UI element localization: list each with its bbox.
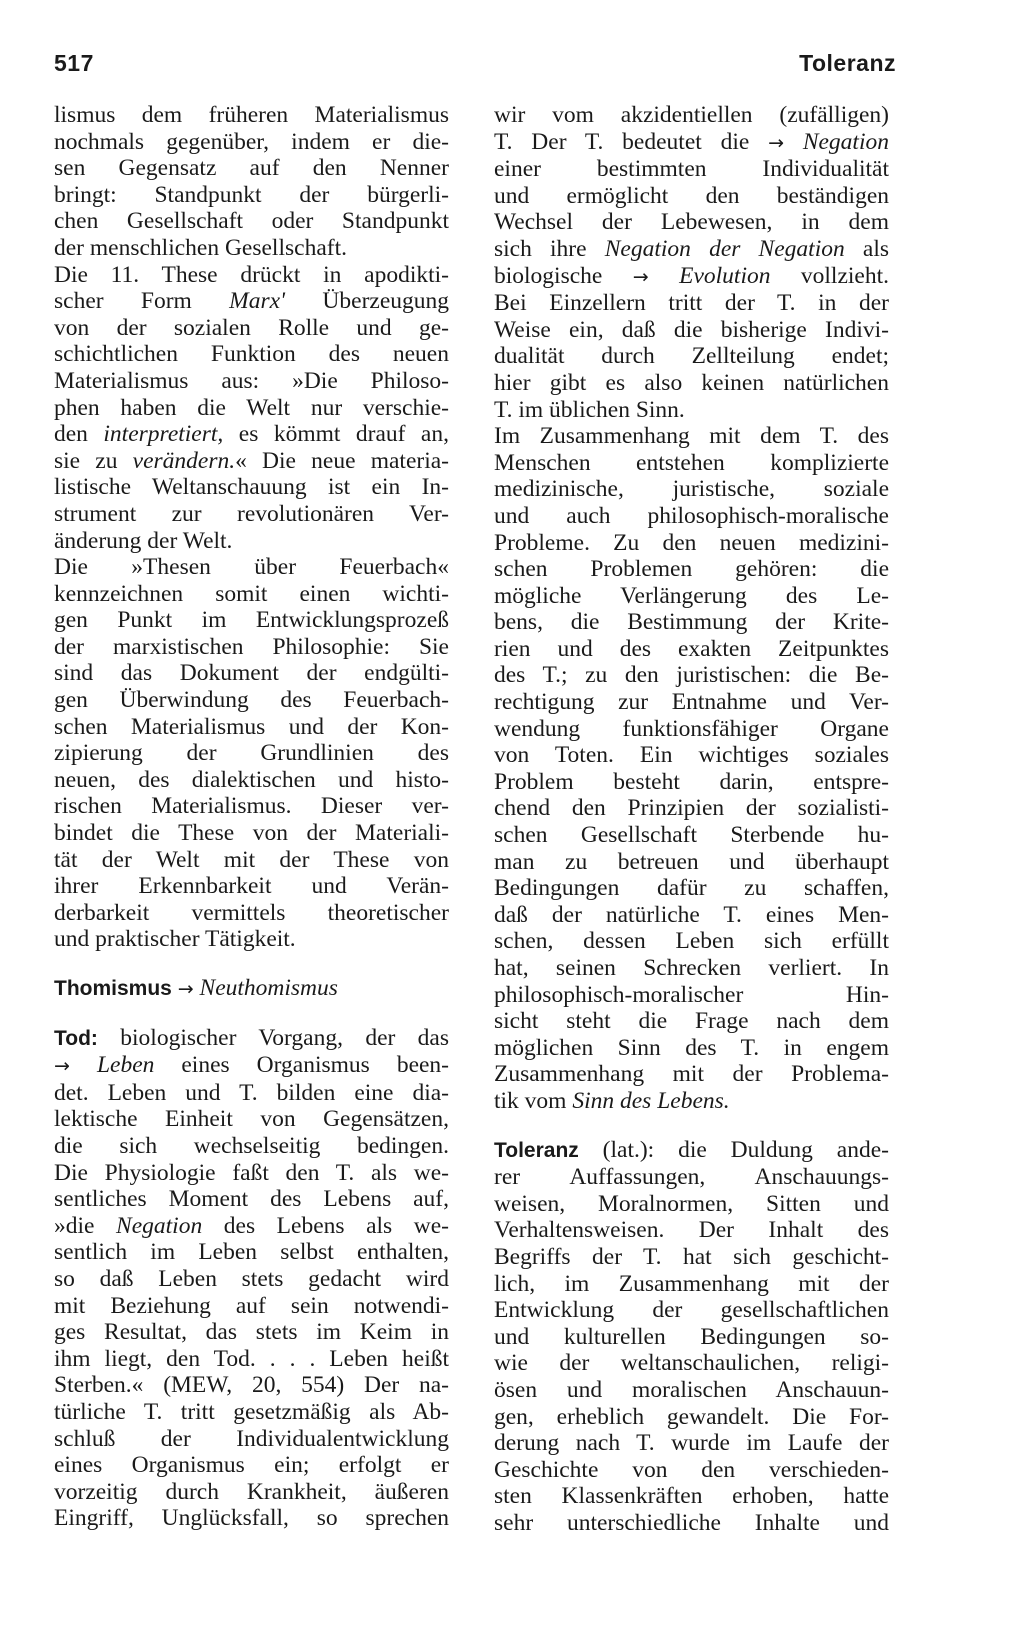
text-line: und auch philosophisch-moralische <box>494 502 889 529</box>
text-line: lismus dem früheren Materialismus <box>54 102 449 128</box>
text-line: dualität durch Zellteilung endet; <box>494 343 889 370</box>
text-line: sie zu verändern.« Die neue materia- <box>54 447 449 474</box>
text-line: chend den Prinzipien der sozialisti- <box>494 795 889 822</box>
text-line: Toleranz (lat.): die Duldung ande- <box>494 1136 889 1163</box>
text-line: Die 11. These drückt in apodikti- <box>54 261 449 288</box>
text-line: eines Organismus ein; erfolgt er <box>54 1452 449 1479</box>
arrow-icon: → <box>54 1055 70 1078</box>
text-line: Sterben.« (MEW, 20, 554) Der na- <box>54 1372 449 1399</box>
running-head: Toleranz <box>799 50 896 76</box>
text-line: bens, die Bestimmung der Krite- <box>494 609 889 636</box>
text-line: tät der Welt mit der These von <box>54 846 449 873</box>
text-line: sentliches Moment des Lebens auf, <box>54 1186 449 1213</box>
italic-term: Marx' <box>229 288 286 315</box>
text-line: wir vom akzidentiellen (zufälligen) <box>494 102 889 128</box>
text-line: vorzeitig durch Krankheit, äußeren <box>54 1478 449 1505</box>
text-line: daß der natürliche T. eines Men- <box>494 901 889 928</box>
text-line: kennzeichnen somit einen wichti- <box>54 580 449 607</box>
text-line: Die »Thesen über Feuerbach« <box>54 554 449 581</box>
text-line: lich, im Zusammenhang mit der <box>494 1270 889 1297</box>
text-line: gen Überwindung des Feuerbach- <box>54 687 449 714</box>
text-line: wendung funktionsfähiger Organe <box>494 715 889 742</box>
text-line: sen Gegensatz auf den Nenner <box>54 155 449 182</box>
text-line: »die Negation des Lebens als we- <box>54 1212 449 1239</box>
text-line: änderung der Welt. <box>54 527 233 554</box>
text-line: Materialismus aus: »Die Philoso- <box>54 367 449 394</box>
text-line: Begriffs der T. hat sich geschicht- <box>494 1243 889 1270</box>
text-line: schen Problemen gehören: die <box>494 556 889 583</box>
text-line: türliche T. tritt gesetzmäßig als Ab- <box>54 1398 449 1425</box>
text-line <box>54 975 449 1003</box>
text-line: von der sozialen Rolle und ge- <box>54 314 449 341</box>
text-line: ihm liegt, den Tod. . . . Leben heißt <box>54 1345 449 1372</box>
text-line: Bedingungen dafür zu schaffen, <box>494 875 889 902</box>
text-line: gen Punkt im Entwicklungsprozeß <box>54 607 449 634</box>
text-line: → Leben eines Organismus been- <box>54 1052 450 1079</box>
text-line: sten Klassenkräften erhoben, hatte <box>494 1483 889 1510</box>
text-line: T. im üblichen Sinn. <box>494 396 685 423</box>
text-line: möglichen Sinn des T. in engem <box>494 1034 889 1061</box>
tod-continuation <box>494 102 889 1115</box>
right-column <box>494 102 889 1536</box>
text-line: medizinische, juristische, soziale <box>494 476 889 503</box>
text-line: schen Gesellschaft Sterbende hu- <box>494 822 889 849</box>
text-line: mit Beziehung auf sein notwendi- <box>54 1292 449 1319</box>
text-line: rischen Materialismus. Dieser ver- <box>54 793 449 820</box>
italic-term: verändern. <box>132 447 236 474</box>
italic-term: Negation der Negation <box>604 235 845 262</box>
text-line: Probleme. Zu den neuen medizini- <box>494 529 889 556</box>
text-line: Problem besteht darin, entspre- <box>494 768 889 795</box>
text-line: lektische Einheit von Gegensätzen, <box>54 1106 449 1133</box>
text-line: scher Form Marx' Überzeugung <box>54 288 449 315</box>
text-line: schen Materialismus und der Kon- <box>54 713 449 740</box>
text-line: Im Zusammenhang mit dem T. des <box>494 423 889 450</box>
text-line: man zu betreuen und überhaupt <box>494 848 889 875</box>
text-line: biologische → Evolution vollzieht. <box>494 262 890 289</box>
cross-reference[interactable]: Evolution <box>679 262 771 289</box>
text-line: sehr unterschiedliche Inhalte und <box>494 1509 889 1536</box>
text-line: die sich wechselseitig bedingen. <box>54 1132 449 1159</box>
text-line: Die Physiologie faßt den T. als we- <box>54 1159 449 1186</box>
text-line: tik vom Sinn des Lebens. <box>494 1087 730 1114</box>
arrow-icon: → <box>632 265 649 288</box>
text-line: schichtlichen Funktion des neuen <box>54 341 449 368</box>
text-line: schluß der Individualentwicklung <box>54 1425 449 1452</box>
cross-reference[interactable]: Neuthomismus <box>199 975 338 1001</box>
text-line: Zusammenhang mit der Problema- <box>494 1061 889 1088</box>
text-line: Tod: biologischer Vorgang, der das <box>54 1024 449 1051</box>
text-line: neuen, des dialektischen und histo- <box>54 766 449 793</box>
text-line: den interpretiert, es kömmt drauf an, <box>54 421 449 448</box>
text-line: der marxistischen Philosophie: Sie <box>54 633 449 660</box>
text-line: Wechsel der Lebewesen, in dem <box>494 209 889 236</box>
entry-headword: Tod: <box>54 1026 98 1050</box>
text-line: rer Auffassungen, Anschauungs- <box>494 1164 889 1191</box>
italic-term: Negation <box>116 1212 203 1239</box>
left-column <box>54 102 449 1532</box>
italic-term: Sinn des Lebens. <box>572 1087 730 1114</box>
text-line: sentlich im Leben selbst enthalten, <box>54 1239 449 1266</box>
entry-tod <box>54 1025 449 1532</box>
text-line: T. Der T. bedeutet die → Negation <box>494 128 889 155</box>
entry-toleranz <box>494 1137 889 1537</box>
text-line: derung nach T. wurde im Laufe der <box>494 1430 889 1457</box>
text-line: und ermöglicht den beständigen <box>494 182 889 209</box>
entry-headword: Toleranz <box>494 1138 579 1162</box>
text-line: zipierung der Grundlinien des <box>54 740 449 767</box>
text-line: strument zur revolutionären Ver- <box>54 500 449 527</box>
text-line: und kulturellen Bedingungen so- <box>494 1323 889 1350</box>
arrow-icon: → <box>177 978 194 1000</box>
entry-headword: Thomismus <box>54 977 172 1000</box>
entry-thomismus <box>54 975 449 1003</box>
text-line: sich ihre Negation der Negation als <box>494 235 890 262</box>
text-line: phen haben die Welt nur verschie- <box>54 394 449 421</box>
italic-term: interpretiert, <box>103 421 224 448</box>
text-line: rien und des exakten Zeitpunktes <box>494 635 889 662</box>
arrow-icon: → <box>768 131 785 154</box>
text-line: weisen, Moralnormen, Sitten und <box>494 1190 889 1217</box>
text-line: Menschen entstehen komplizierte <box>494 449 889 476</box>
text-line: der menschlichen Gesellschaft. <box>54 234 347 261</box>
cross-reference[interactable]: Leben <box>96 1052 155 1079</box>
text-line: und praktischer Tätigkeit. <box>54 926 296 953</box>
text-line: wie der weltanschaulichen, religi- <box>494 1350 889 1377</box>
text-line: des T.; zu den juristischen: die Be- <box>494 662 889 689</box>
cross-reference[interactable]: Negation <box>802 128 889 155</box>
text-line: Geschichte von den verschieden- <box>494 1456 889 1483</box>
text-line: Verhaltensweisen. Der Inhalt des <box>494 1217 889 1244</box>
text-line: hier gibt es also keinen natürlichen <box>494 369 889 396</box>
text-line: Bei Einzellern tritt der T. in der <box>494 290 889 317</box>
text-line: ösen und moralischen Anschauun- <box>494 1376 889 1403</box>
text-line: Weise ein, daß die bisherige Indivi- <box>494 316 889 343</box>
text-line: hat, seinen Schrecken verliert. In <box>494 955 889 981</box>
text-line: philosophisch-moralischer Hin- <box>494 981 889 1008</box>
text-line: sicht steht die Frage nach dem <box>494 1008 889 1035</box>
text-line: mögliche Verlängerung des Le- <box>494 582 889 609</box>
page-number: 517 <box>54 50 94 76</box>
text-line: listische Weltanschauung ist ein In- <box>54 474 449 501</box>
text-line: so daß Leben stets gedacht wird <box>54 1265 449 1292</box>
marxism-continuation <box>54 102 449 953</box>
text-line: schen, dessen Leben sich erfüllt <box>494 928 889 955</box>
text-line: von Toten. Ein wichtiges soziales <box>494 742 889 769</box>
text-line: ihrer Erkennbarkeit und Verän- <box>54 873 449 900</box>
text-line: ges Resultat, das stets im Keim in <box>54 1319 449 1346</box>
text-line: chen Gesellschaft oder Standpunkt <box>54 208 449 235</box>
text-line: gen, erheblich gewandelt. Die For- <box>494 1403 889 1430</box>
text-line: Eingriff, Unglücksfall, so sprechen <box>54 1505 449 1532</box>
text-line: bringt: Standpunkt der bürgerli- <box>54 181 449 208</box>
text-line: rechtigung zur Entnahme und Ver- <box>494 689 889 716</box>
text-line: Entwicklung der gesellschaftlichen <box>494 1297 889 1324</box>
text-line: nochmals gegenüber, indem er die- <box>54 128 449 155</box>
text-line: einer bestimmten Individualität <box>494 156 889 183</box>
text-line: sind das Dokument der endgülti- <box>54 660 449 687</box>
text-line: det. Leben und T. bilden eine dia- <box>54 1079 449 1106</box>
text-line: derbarkeit vermittels theoretischer <box>54 899 449 926</box>
text-line: bindet die These von der Materiali- <box>54 820 449 847</box>
